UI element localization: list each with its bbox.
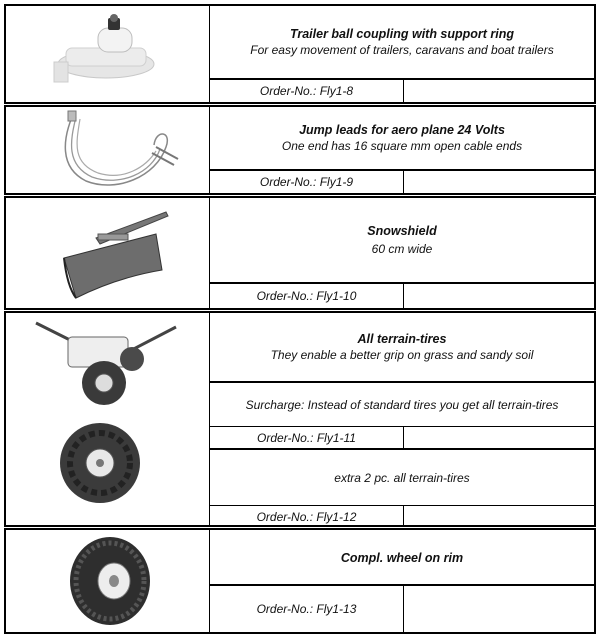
- order-row-extra: [210, 505, 594, 527]
- product-title: Jump leads for aero plane 24 Volts: [299, 123, 505, 137]
- terrain-tires-image: [6, 313, 210, 525]
- order-number: Order-No.: Fly1-9: [210, 171, 404, 193]
- order-blank-cell: [404, 171, 594, 193]
- snowshield-image: [6, 198, 210, 308]
- order-blank-cell: [404, 80, 594, 102]
- jump-leads-image: [6, 107, 210, 193]
- product-block-wheel-on-rim: [4, 528, 596, 634]
- wheel-on-rim-image: [6, 530, 210, 632]
- product-description-cell: [210, 530, 594, 586]
- terrain-tire-tractor-icon: [6, 313, 210, 525]
- product-description: One end has 16 square mm open cable ends: [281, 139, 523, 153]
- product-title: Snowshield: [367, 224, 437, 238]
- product-description: 60 cm wide: [371, 242, 433, 256]
- surcharge-row: [210, 383, 594, 427]
- order-blank-cell: [404, 284, 594, 308]
- order-row: [210, 586, 594, 632]
- order-number: Order-No.: Fly1-13: [210, 586, 404, 632]
- product-description-cell: [210, 107, 594, 171]
- order-row: [210, 171, 594, 193]
- order-row: [210, 284, 594, 308]
- product-block-snowshield: [4, 196, 596, 310]
- product-catalog-sheet: [4, 4, 596, 634]
- snowshield-icon: [6, 198, 210, 308]
- order-number: Order-No.: Fly1-11: [210, 427, 404, 448]
- order-number: Order-No.: Fly1-8: [210, 80, 404, 102]
- order-number: Order-No.: Fly1-10: [210, 284, 404, 308]
- trailer-coupling-image: [6, 6, 210, 102]
- order-row: [210, 427, 594, 449]
- product-description-cell: [210, 313, 594, 383]
- wheel-on-rim-icon: [6, 530, 210, 632]
- order-row: [210, 80, 594, 102]
- extra-tires-text: extra 2 pc. all terrain-tires: [334, 470, 470, 485]
- trailer-coupling-icon: [6, 6, 210, 102]
- product-description-cell: [210, 198, 594, 284]
- product-description: For easy movement of trailers, caravans and boat trailers: [250, 43, 554, 57]
- order-blank-cell: [404, 427, 594, 448]
- product-title: Compl. wheel on rim: [340, 551, 464, 565]
- product-description-cell: [210, 6, 594, 80]
- product-title: All terrain-tires: [357, 332, 447, 346]
- extra-tires-row: [210, 449, 594, 505]
- surcharge-text: Surcharge: Instead of standard tires you get all terrain-tires: [245, 397, 559, 412]
- product-block-jump-leads: [4, 105, 596, 195]
- product-title: Trailer ball coupling with support ring: [289, 27, 515, 41]
- order-blank-cell: [404, 586, 594, 632]
- jump-leads-icon: [6, 107, 210, 193]
- product-block-trailer-coupling: [4, 4, 596, 104]
- order-blank-cell: [404, 506, 594, 527]
- product-description: They enable a better grip on grass and sandy soil: [270, 348, 534, 362]
- order-number-extra: Order-No.: Fly1-12: [210, 506, 404, 527]
- product-block-terrain-tires: [4, 311, 596, 527]
